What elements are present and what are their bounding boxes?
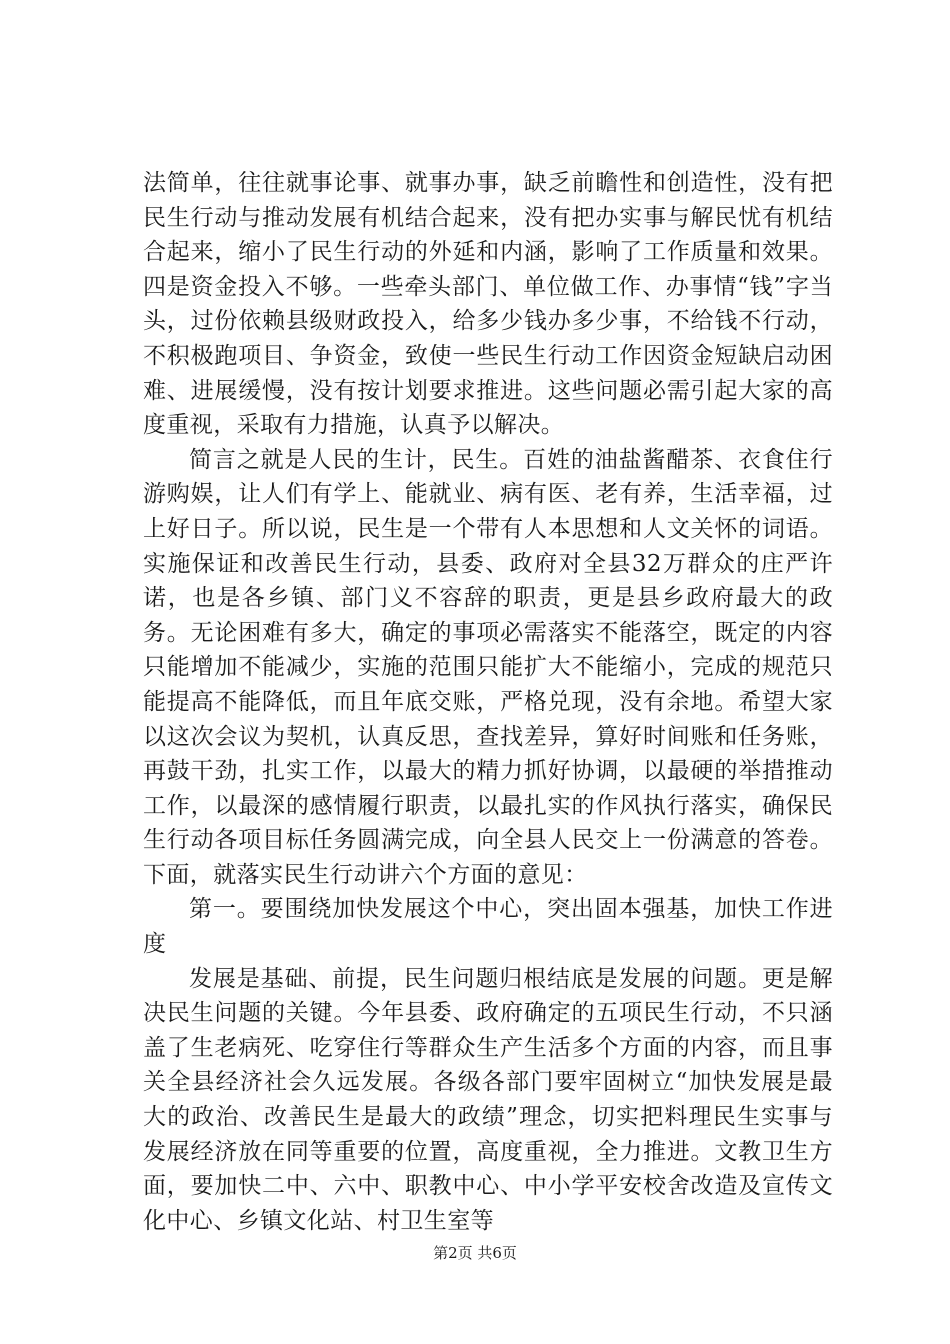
paragraph-1: 法简单，往往就事论事、就事办事，缺乏前瞻性和创造性，没有把民生行动与推动发展有机结合起来，没有把办实事与解民忧有机结合起来，缩小了民生行动的外延和内涵，影响了工作质量和效果。四是资金投入不够。一些牵头部门、单位做工作、办事情“钱”字当头，过份依赖县级财政投入，给多少钱办多少事，不给钱不行动，不积极跑项目、争资金，致使一些民生行动工作因资金短缺启动困难、进展缓慢，没有按计划要求推进。这些问题必需引起大家的高度重视，采取有力措施，认真予以解决。 — [143, 170, 833, 439]
document-body — [143, 166, 833, 1238]
paragraph-3: 发展是基础、前提，民生问题归根结底是发展的问题。更是解决民生问题的关键。今年县委、政府确定的五项民生行动，不只涵盖了生老病死、吃穿住行等群众生产生活多个方面的内容，而且事关全县经济社会久远发展。各级各部门要牢固树立“加快发展是最大的政治、改善民生是最大的政绩”理念，切实把料理民生实事与发展经济放在同等重要的位置，高度重视，全力推进。文教卫生方面，要加快二中、六中、职教中心、中小学平安校舍改造及宣传文化中心、乡镇文化站、村卫生室等 — [143, 965, 833, 1234]
paragraph-2: 简言之就是人民的生计，民生。百姓的油盐酱醋茶、衣食住行游购娱，让人们有学上、能就业、病有医、老有养，生活幸福，过上好日子。所以说，民生是一个带有人本思想和人文关怀的词语。实施保证和改善民生行动，县委、政府对全县32万群众的庄严许诺，也是各乡镇、部门义不容辞的职责，更是县乡政府最大的政务。无论困难有多大，确定的事项必需落实不能落空，既定的内容只能增加不能减少，实施的范围只能扩大不能缩小，完成的规范只能提高不能降低，而且年底交账，严格兑现，没有余地。希望大家以这次会议为契机，认真反思，查找差异，算好时间账和任务账，再鼓干劲，扎实工作，以最大的精力抓好协调，以最硬的举措推动工作，以最深的感情履行职责，以最扎实的作风执行落实，确保民生行动各项目标任务圆满完成，向全县人民交上一份满意的答卷。下面，就落实民生行动讲六个方面的意见： — [143, 446, 833, 888]
section-heading: 第一。要围绕加快发展这个中心，突出固本强基，加快工作进度 — [143, 896, 833, 958]
page-footer: 第2页 共6页 — [433, 1244, 517, 1262]
